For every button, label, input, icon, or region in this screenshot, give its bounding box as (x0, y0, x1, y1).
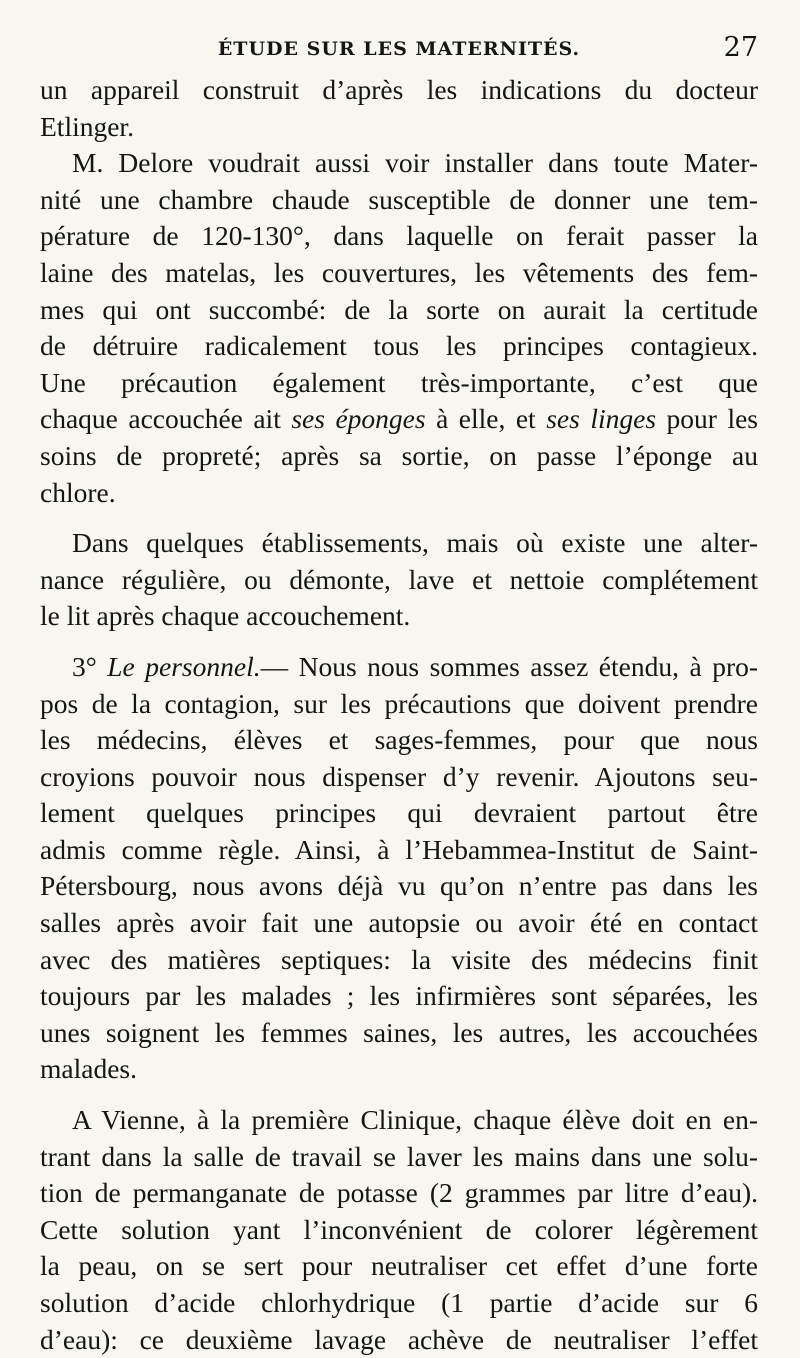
italic-phrase: ses éponges (291, 403, 426, 435)
text-line: un appareil construit d’après les indications du docteur (40, 74, 758, 105)
text-line: chlore. (40, 476, 116, 508)
text-line: salles après avoir fait une autopsie ou avoir été en contact (40, 907, 758, 939)
text-run: — Nous nous sommes assez étendu, à pro- (260, 650, 759, 682)
paragraph-2 (40, 145, 758, 511)
section-number: 3° (72, 650, 108, 682)
text-line: croyions pouvoir nous dispenser d’y revenir. Ajoutons seu- (40, 760, 758, 792)
text-line: d’eau): ce deuxième lavage achève de neutraliser l’effet (40, 1323, 758, 1355)
text-line: Cette solution yant l’inconvénient de colorer légèrement (40, 1213, 758, 1245)
text-line: malades. (40, 1053, 137, 1085)
text-line: avec des matières septiques: la visite des médecins finit (40, 943, 758, 975)
paragraph-3 (40, 525, 758, 635)
paragraph-spacer (40, 511, 758, 525)
text-line: Etlinger. (40, 110, 134, 142)
text-run: pour les (656, 403, 758, 435)
text-line: lement quelques principes qui devraient partout être (40, 797, 758, 829)
text-line: trant dans la salle de travail se laver les mains dans une solu- (40, 1140, 758, 1172)
text-run: chaque accouchée ait (40, 403, 292, 435)
paragraph-4 (40, 649, 758, 1088)
section-heading-line (40, 649, 758, 686)
text-line: de détruire radicalement tous les principes contagieux. (40, 330, 758, 362)
text-line: tion de permanganate de potasse (2 grammes par litre d’eau). (40, 1177, 758, 1209)
text-line: nité une chambre chaude susceptible de donner une tem- (40, 183, 758, 215)
italic-phrase: ses linges (546, 403, 657, 435)
text-line: soins de propreté; après sa sortie, on passe l’éponge au (40, 439, 758, 471)
text-line: M. Delore voudrait aussi voir installer dans toute Mater- (72, 147, 758, 179)
text-line: Dans quelques établissements, mais où existe une alter- (72, 527, 758, 559)
text-line: les médecins, élèves et sages-femmes, pour que nous (40, 724, 758, 756)
text-line: Pétersbourg, nous avons déjà vu qu’on n’entre pas dans les (40, 870, 758, 902)
text-line: nance régulière, ou démonte, lave et nettoie complétement (40, 563, 758, 595)
text-run: à elle, et (425, 403, 547, 435)
text-line: la peau, on se sert pour neutraliser cet effet d’une forte (40, 1250, 758, 1282)
text-line: Une précaution également très-importante, c’est que (40, 366, 758, 398)
paragraph-5 (40, 1102, 758, 1358)
running-title: ÉTUDE SUR LES MATERNITÉS. (217, 38, 581, 60)
paragraph-1 (40, 72, 758, 145)
text-line: laine des matelas, les couvertures, les vêtements des fem- (40, 256, 758, 288)
text-line: le lit après chaque accouchement. (40, 600, 411, 632)
text-line: A Vienne, à la première Clinique, chaque élève doit en en- (72, 1104, 758, 1136)
book-page (40, 28, 758, 1358)
paragraph-spacer (40, 635, 758, 649)
text-line-with-italics (40, 401, 758, 438)
text-line: solution d’acide chlorhydrique (1 partie d’acide sur 6 (40, 1287, 758, 1318)
text-line: pérature de 120-130°, dans laquelle on ferait passer la (40, 220, 758, 252)
text-line: unes soignent les femmes saines, les autres, les accouchées (40, 1016, 758, 1048)
page-header (40, 28, 758, 72)
text-line: mes qui ont succombé: de la sorte on aurait la certitude (40, 293, 758, 325)
text-line: pos de la contagion, sur les précautions que doivent prendre (40, 687, 758, 719)
paragraph-spacer (40, 1088, 758, 1102)
section-heading: Le personnel. (107, 650, 261, 682)
page-number: 27 (723, 32, 758, 63)
text-line: admis comme règle. Ainsi, à l’Hebammea-Institut de Saint- (40, 833, 758, 865)
text-line: toujours par les malades ; les infirmières sont séparées, les (40, 980, 758, 1012)
